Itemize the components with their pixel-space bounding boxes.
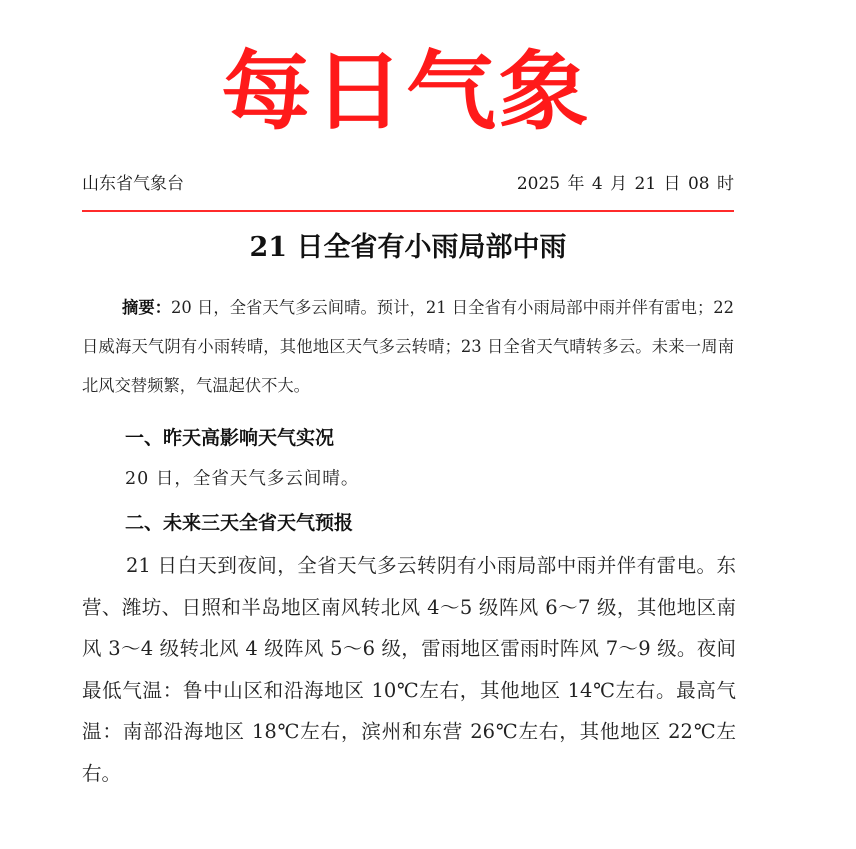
header-divider bbox=[82, 210, 734, 212]
issue-info-row bbox=[82, 172, 734, 196]
summary-text: 20 日，全省天气多云间晴。预计，21 日全省有小雨局部中雨并伴有雷电；22 日威海天气阴有小雨转晴，其他地区天气多云转晴；23 日全省天气晴转多云。未来一周南北风交替频繁，气温起伏不大。 bbox=[82, 298, 734, 395]
summary-paragraph bbox=[82, 288, 734, 405]
masthead-title: 每日气象 bbox=[221, 42, 591, 142]
section-heading-forecast: 二、未来三天全省天气预报 bbox=[125, 512, 354, 534]
summary-label: 摘要： bbox=[122, 298, 172, 317]
section-body-observations: 20 日，全省天气多云间晴。 bbox=[125, 469, 360, 489]
issue-date: 2025 年 4 月 21 日 08 时 bbox=[516, 174, 734, 194]
section-heading-observations: 一、昨天高影响天气实况 bbox=[125, 427, 335, 449]
section-body-forecast: 21 日白天到夜间，全省天气多云转阴有小雨局部中雨并伴有雷电。东营、潍坊、日照和半岛地区南风转北风 4～5 级阵风 6～7 级，其他地区南风 3～4 级转北风 4 级阵风 5～6 级，雷雨地区雷雨时阵风 7～9 级。夜间最低气温：鲁中山区和沿海地区 10℃左右，其他地区 14℃左右。最高气温：南部沿海地区 18℃左右，滨州和东营 26℃左右，其他地区 22℃左右。 bbox=[82, 554, 736, 785]
issuer-name: 山东省气象台 bbox=[82, 174, 184, 194]
bulletin-headline: 21 日全省有小雨局部中雨 bbox=[249, 232, 567, 263]
